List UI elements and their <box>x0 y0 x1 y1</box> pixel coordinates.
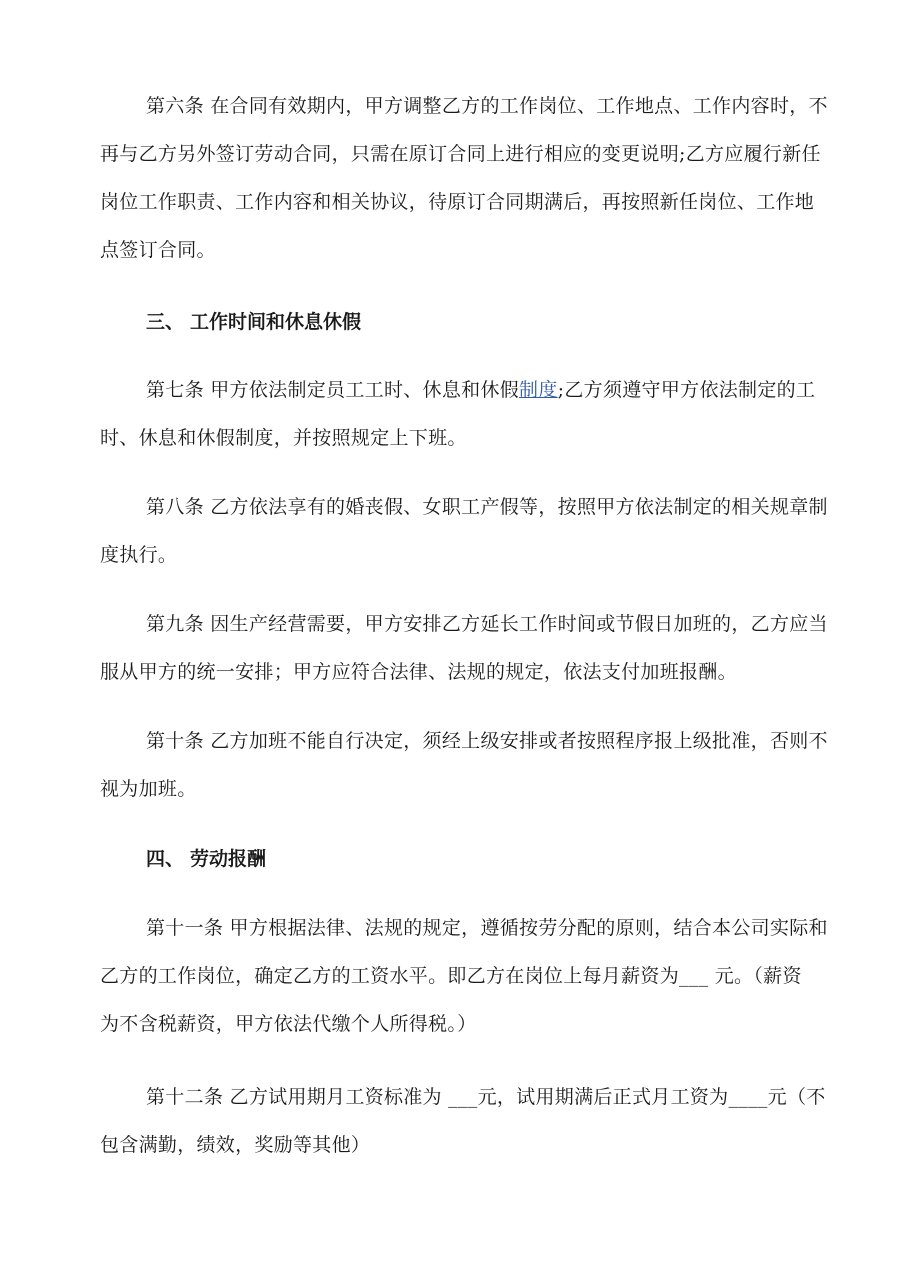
article-8-line-1: 第八条 乙方依法享有的婚丧假、女职工产假等，按照甲方依法制定的相关规章制 <box>146 496 828 518</box>
article-10-line-1: 第十条 乙方加班不能自行决定，须经上级安排或者按照程序报上级批准，否则不 <box>146 730 828 752</box>
article-7 <box>100 366 816 462</box>
article-7-line-1-post: ;乙方须遵守甲方依法制定的工 <box>557 379 816 401</box>
article-11-line-2: 乙方的工作岗位，确定乙方的工资水平。即乙方在岗位上每月薪资为___ 元。（薪资 <box>100 965 802 987</box>
article-9-line-1: 第九条 因生产经营需要，甲方安排乙方延长工作时间或节假日加班的，乙方应当 <box>146 613 828 635</box>
article-12 <box>100 1073 826 1169</box>
article-11-line-1: 第十一条 甲方根据法律、法规的规定，遵循按劳分配的原则，结合本公司实际和 <box>146 917 828 939</box>
article-12-line-2: 包含满勤，绩效，奖励等其他） <box>100 1134 371 1156</box>
section-3-heading <box>146 298 361 346</box>
system-link[interactable]: 制度 <box>519 379 558 401</box>
section-4-heading <box>146 835 266 883</box>
article-8-line-2: 度执行。 <box>100 544 178 566</box>
article-6-line-1: 第六条 在合同有效期内，甲方调整乙方的工作岗位、工作地点、工作内容时，不 <box>146 95 828 117</box>
section-4-title: 劳动报酬 <box>190 848 267 870</box>
article-9 <box>100 600 828 696</box>
article-12-line-1: 第十二条 乙方试用期月工资标准为 ___元，试用期满后正式月工资为____元（不 <box>146 1086 826 1108</box>
article-6-line-2: 再与乙方另外签订劳动合同，只需在原订合同上进行相应的变更说明;乙方应履行新任 <box>100 143 821 165</box>
article-6-line-3: 岗位工作职责、工作内容和相关协议，待原订合同期满后，再按照新任岗位、工作地 <box>100 191 815 213</box>
section-4-number: 四、 <box>146 848 185 870</box>
section-3-title: 工作时间和休息休假 <box>190 311 362 333</box>
article-8 <box>100 483 828 579</box>
article-11 <box>100 904 828 1048</box>
article-6 <box>100 82 828 274</box>
article-10-line-2: 视为加班。 <box>100 778 197 800</box>
article-7-line-1 <box>146 366 816 414</box>
article-6-line-4: 点签订合同。 <box>100 239 216 261</box>
article-7-line-1-pre: 第七条 甲方依法制定员工工时、休息和休假 <box>146 379 520 401</box>
article-9-line-2: 服从甲方的统一安排；甲方应符合法律、法规的规定，依法支付加班报酬。 <box>100 661 737 683</box>
article-10 <box>100 717 828 813</box>
article-11-line-3: 为不含税薪资，甲方依法代缴个人所得税。） <box>100 1013 477 1035</box>
article-7-line-2: 时、休息和休假制度，并按照规定上下班。 <box>100 427 467 449</box>
section-3-number: 三、 <box>146 311 185 333</box>
